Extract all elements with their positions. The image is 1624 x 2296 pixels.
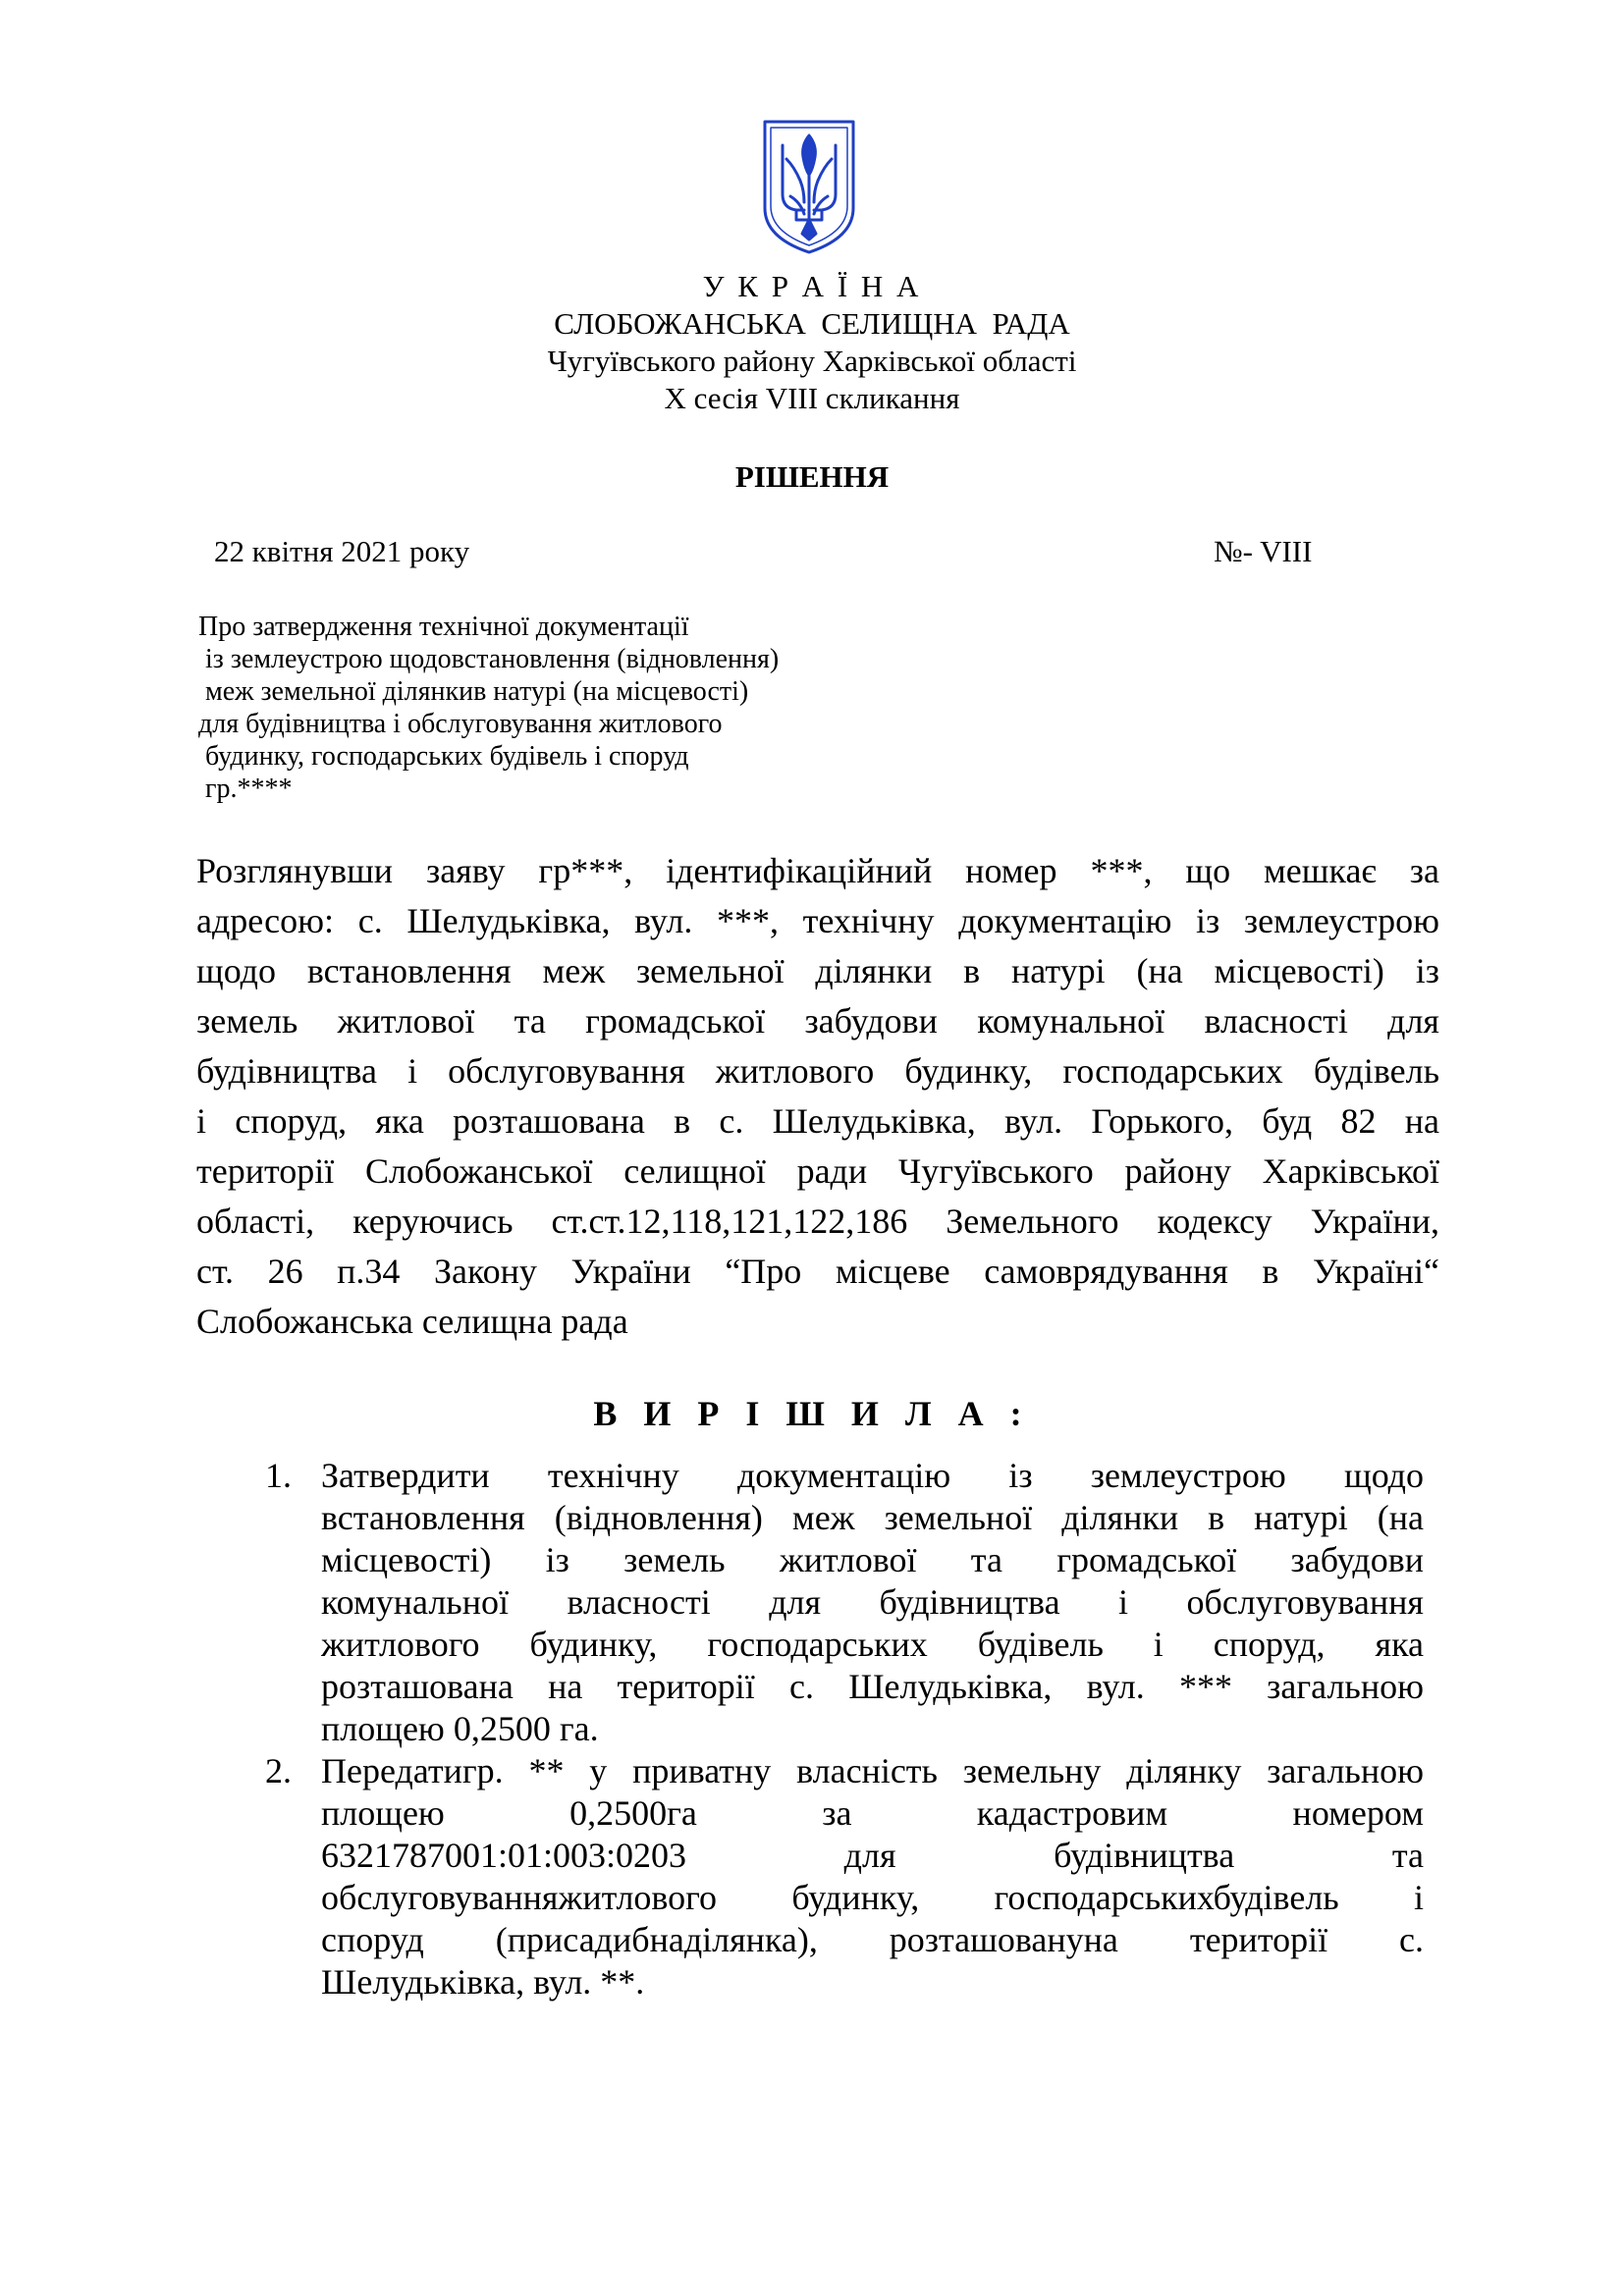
resolution-list xyxy=(265,1455,1424,2003)
subject-line: будинку, господарських будівель і споруд xyxy=(198,741,689,772)
session-heading: Х сесія VIII скликання xyxy=(664,381,960,415)
preamble-paragraph xyxy=(196,846,1439,1347)
subject-line: Про затвердження технічної документації xyxy=(198,612,689,642)
paragraph-line: ст. 26 п.34 Закону України “Про місцеве самоврядування в Україні“ xyxy=(196,1252,1439,1291)
country-heading: У К Р А Ї Н А xyxy=(702,269,922,303)
subject-line: меж земельної ділянкив натурі (на місцевості) xyxy=(198,676,749,707)
item-line: комунальної власності для будівництва і обслуговування xyxy=(321,1582,1424,1622)
subject-line: для будівництва і обслуговування житлового xyxy=(198,709,723,739)
item-line: споруд (присадибнаділянка), розташовануна території с. xyxy=(321,1920,1424,1959)
council-heading: СЛОБОЖАНСЬКА СЕЛИЩНА РАДА xyxy=(554,306,1070,341)
paragraph-line: будівництва і обслуговування житлового будинку, господарських будівель xyxy=(196,1051,1439,1091)
resolution-item xyxy=(265,1750,1424,2003)
document-title: РІШЕННЯ xyxy=(734,459,890,494)
item-line: Затвердити технічну документацію із землеустрою щодо xyxy=(321,1456,1424,1495)
item-line: Шелудьківка, вул. **. xyxy=(321,1962,645,2002)
resolution-item xyxy=(265,1455,1424,1750)
item-line: 6321787001:01:003:0203 для будівництва та xyxy=(321,1836,1424,1875)
item-line: обслуговуванняжитлового будинку, господарськихбудівель і xyxy=(321,1878,1424,1917)
coat-of-arms-emblem xyxy=(761,118,857,255)
trident-coat-of-arms-icon xyxy=(765,122,853,252)
item-line: площею 0,2500га за кадастровим номером xyxy=(321,1793,1424,1833)
paragraph-line: Слобожанська селищна рада xyxy=(196,1302,628,1341)
paragraph-line: земель житлової та громадської забудови комунальної власності для xyxy=(196,1001,1439,1041)
paragraph-line: щодо встановлення меж земельної ділянки в натурі (на місцевості) із xyxy=(196,951,1439,990)
district-heading: Чугуївського району Харківської області xyxy=(547,344,1077,378)
subject-line: із землеустрою щодовстановлення (відновлення) xyxy=(198,644,780,674)
item-line: Передатигр. ** у приватну власність земельну ділянку загальною xyxy=(321,1751,1424,1790)
item-line: житлового будинку, господарських будівель і споруд, яка xyxy=(321,1625,1424,1664)
paragraph-line: адресою: с. Шелудьківка, вул. ***, технічну документацію із землеустрою xyxy=(196,901,1439,940)
resolution-heading: В И Р І Ш И Л А : xyxy=(593,1394,1031,1433)
subject-line: гр.**** xyxy=(198,774,293,804)
decision-number: №- VIII xyxy=(1214,534,1313,568)
item-line: встановлення (відновлення) меж земельної ділянки в натурі (на xyxy=(321,1498,1424,1537)
paragraph-line: Розглянувши заяву гр***, ідентифікаційний номер ***, що мешкає за xyxy=(196,851,1439,890)
paragraph-line: області, керуючись ст.ст.12,118,121,122,186 Земельного кодексу України, xyxy=(196,1201,1439,1241)
item-number: 1. xyxy=(265,1456,292,1495)
paragraph-line: і споруд, яка розташована в с. Шелудьківка, вул. Горького, буд 82 на xyxy=(196,1101,1439,1141)
item-number: 2. xyxy=(265,1751,292,1790)
item-line: розташована на території с. Шелудьківка, вул. *** загальною xyxy=(321,1667,1424,1706)
item-line: місцевості) із земель житлової та громадської забудови xyxy=(321,1540,1424,1579)
item-line: площею 0,2500 га. xyxy=(321,1709,599,1748)
paragraph-line: території Слобожанської селищної ради Чугуївського району Харківської xyxy=(196,1151,1439,1191)
decision-date: 22 квітня 2021 року xyxy=(214,534,470,568)
